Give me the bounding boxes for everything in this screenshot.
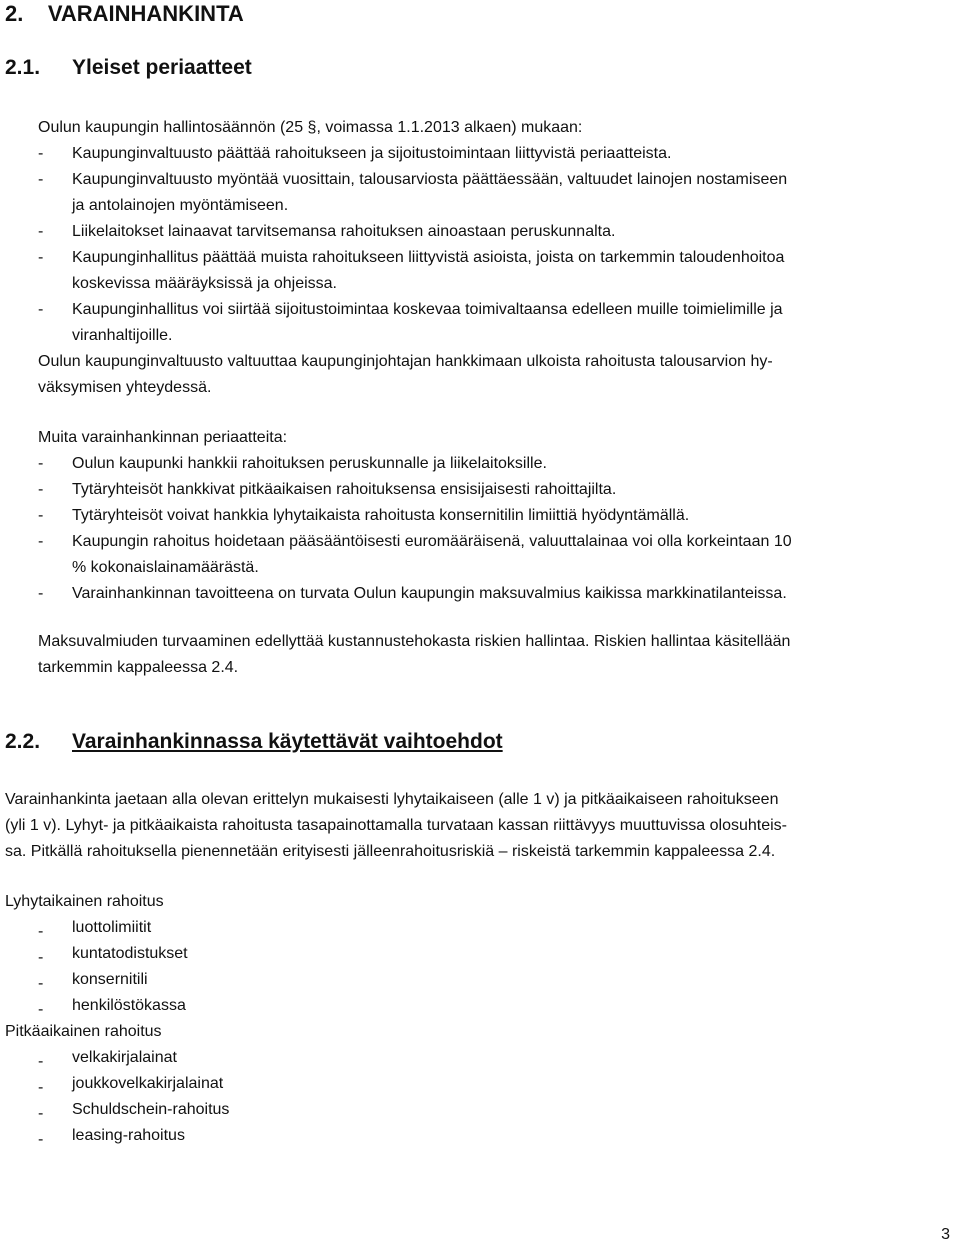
paragraph-line: (yli 1 v). Lyhyt- ja pitkäaikaista rahoitusta tasapainottamalla turvataan kassan riittävyys muuttuvissa olosuhteis-: [5, 817, 787, 834]
list-item: - Liikelaitokset lainaavat tarvitsemansa rahoituksen ainoastaan peruskunnalta.: [38, 219, 953, 245]
page-number: 3: [941, 1226, 950, 1243]
long-term-title: Pitkäaikainen rahoitus: [5, 1023, 162, 1040]
list-item: - Kaupunginhallitus voi siirtää sijoitustoimintaa koskevaa toimivaltaansa edelleen muille toimielimille ja: [38, 297, 953, 323]
list-item: - Tytäryhteisöt voivat hankkia lyhytaikaista rahoitusta konsernitilin limiittiä hyödyntämällä.: [38, 503, 953, 529]
principles-title: Muita varainhankinnan periaatteita:: [38, 429, 288, 446]
dash-marker: -: [38, 1131, 44, 1148]
dash-marker: -: [38, 923, 44, 940]
list-item-continuation: ja antolainojen myöntämiseen.: [72, 197, 289, 214]
list-item: - Tytäryhteisöt hankkivat pitkäaikaisen rahoituksensa ensisijaisesti rahoittajilta.: [38, 477, 953, 503]
list-item: - Kaupunginvaltuusto päättää rahoitukseen ja sijoitustoimintaan liittyvistä periaatteista.: [38, 141, 953, 167]
paragraph-line: sa. Pitkällä rahoituksella pienennetään erityisesti jälleenrahoitusriskiä – riskeistä tarkemmin kappaleessa 2.4.: [5, 843, 776, 860]
dash-marker: -: [38, 171, 44, 188]
dash-marker: -: [38, 481, 44, 498]
dash-marker: -: [38, 1053, 44, 1070]
paragraph-line: väksymisen yhteydessä.: [38, 379, 212, 396]
options-paragraph: [5, 787, 955, 865]
list-item: - Varainhankinnan tavoitteena on turvata Oulun kaupungin maksuvalmius kaikissa markkinatilanteissa.: [38, 581, 953, 607]
list-item: - Kaupunginhallitus päättää muista rahoitukseen liittyvistä asioista, joista on tarkemmin taloudenhoitoa: [38, 245, 953, 271]
risk-paragraph: [38, 629, 953, 681]
dash-marker: -: [38, 145, 44, 162]
list-item: - Schuldschein-rahoitus: [5, 1097, 955, 1123]
section-number: 2.: [5, 1, 24, 26]
subsection-heading-2-1: [5, 54, 252, 82]
dash-marker: -: [38, 223, 44, 240]
subsection-heading-2-2: [5, 728, 503, 756]
dash-marker: -: [38, 533, 44, 550]
list-item: - Kaupungin rahoitus hoidetaan pääsääntöisesti euromääräisenä, valuuttalainaa voi olla korkeintaan 10: [38, 529, 953, 555]
dash-marker: -: [38, 949, 44, 966]
bullet-list: [38, 141, 953, 349]
dash-marker: -: [38, 585, 44, 602]
list-item-continuation: % kokonaislainamäärästä.: [72, 559, 259, 576]
dash-marker: -: [38, 1079, 44, 1096]
subsection-title: Varainhankinnassa käytettävät vaihtoehdot: [72, 730, 503, 753]
dash-marker: -: [38, 249, 44, 266]
list-item-continuation: viranhaltijoille.: [72, 327, 173, 344]
list-item: - kuntatodistukset: [5, 941, 955, 967]
funding-lists: [5, 889, 955, 1149]
list-item: - konsernitili: [5, 967, 955, 993]
list-item: - henkilöstökassa: [5, 993, 955, 1019]
list-item: - luottolimiitit: [5, 915, 955, 941]
paragraph-line: Maksuvalmiuden turvaaminen edellyttää kustannustehokasta riskien hallintaa. Riskien hallintaa käsitellään: [38, 633, 791, 650]
dash-marker: -: [38, 301, 44, 318]
intro-text: Oulun kaupungin hallintosäännön (25 §, voimassa 1.1.2013 alkaen) mukaan:: [38, 119, 583, 136]
rules-block: [38, 115, 953, 401]
paragraph-line: tarkemmin kappaleessa 2.4.: [38, 659, 239, 676]
paragraph-line: Varainhankinta jaetaan alla olevan erittelyn mukaisesti lyhytaikaiseen (alle 1 v) ja pitkäaikaiseen rahoitukseen: [5, 791, 779, 808]
list-item-continuation: koskevissa määräyksissä ja ohjeissa.: [72, 275, 337, 292]
list-item: - velkakirjalainat: [5, 1045, 955, 1071]
list-item: - Kaupunginvaltuusto myöntää vuosittain, talousarviosta päättäessään, valtuudet lainojen nostamiseen: [38, 167, 953, 193]
subsection-title: Yleiset periaatteet: [72, 56, 252, 79]
dash-marker: -: [38, 1001, 44, 1018]
list-item: - joukkovelkakirjalainat: [5, 1071, 955, 1097]
list-item: - Oulun kaupunki hankkii rahoituksen peruskunnalle ja liikelaitoksille.: [38, 451, 953, 477]
list-item: - leasing-rahoitus: [5, 1123, 955, 1149]
section-title: VARAINHANKINTA: [47, 1, 244, 26]
dash-marker: -: [38, 507, 44, 524]
dash-marker: -: [38, 975, 44, 992]
subsection-number: 2.1.: [5, 56, 41, 79]
principles-block: [38, 425, 953, 607]
section-heading: [5, 0, 244, 28]
dash-marker: -: [38, 455, 44, 472]
short-term-title: Lyhytaikainen rahoitus: [5, 893, 164, 910]
paragraph-line: Oulun kaupunginvaltuusto valtuuttaa kaupunginjohtajan hankkimaan ulkoista rahoitusta talousarvion hy-: [38, 353, 773, 370]
dash-marker: -: [38, 1105, 44, 1122]
subsection-number: 2.2.: [5, 730, 41, 753]
